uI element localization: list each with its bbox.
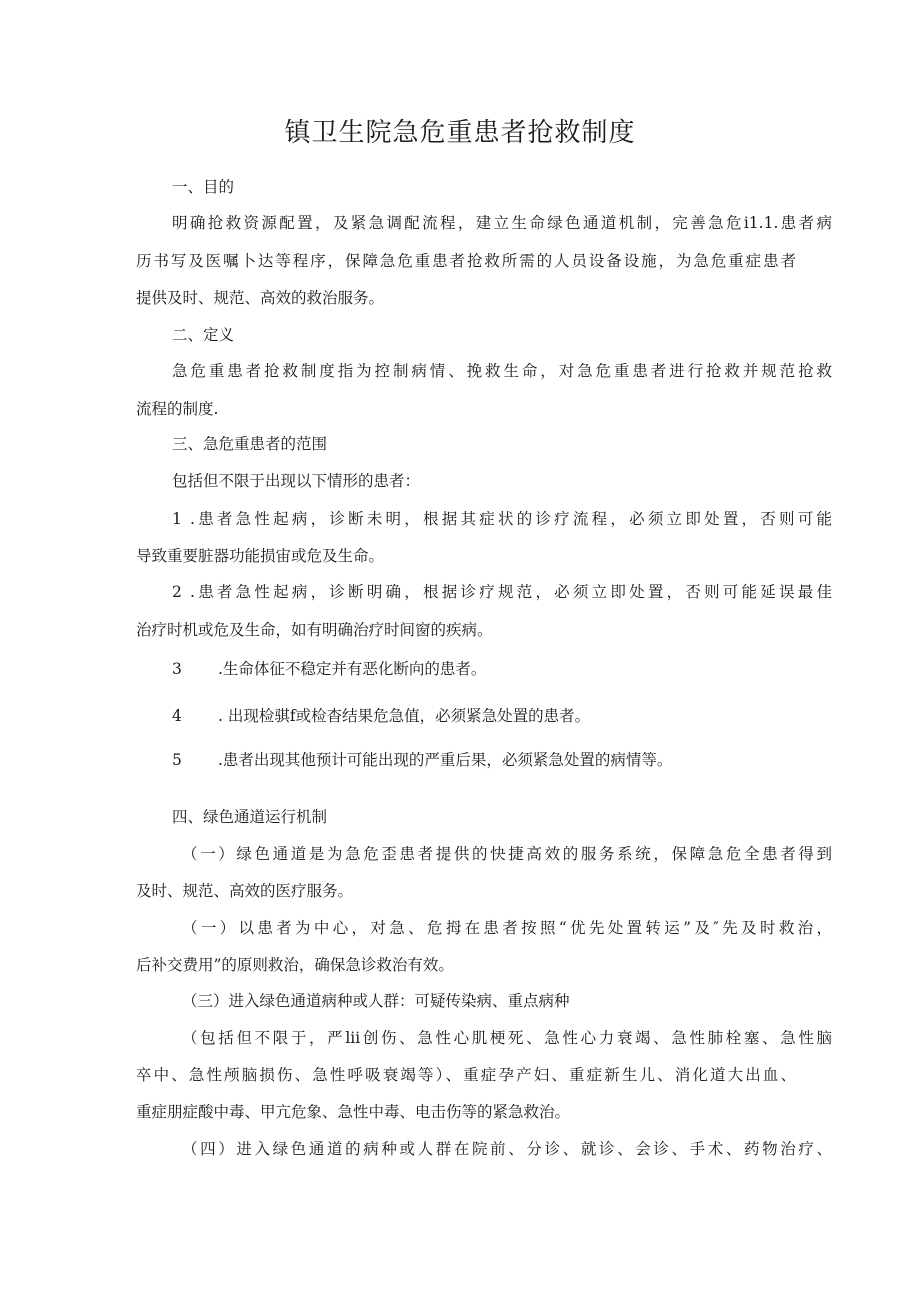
list-item-3 bbox=[136, 658, 832, 680]
paragraph-line: 流程的制度. bbox=[136, 400, 219, 418]
list-item-line: 2 .患者急性起病，诊断明确，根据诊疗规范，必须立即处置，否则可能延误最佳 bbox=[172, 583, 832, 601]
list-number: 4 bbox=[172, 707, 182, 725]
list-item-4 bbox=[136, 705, 832, 727]
paragraph-line: 包括但不限于出现以下情形的患者： bbox=[172, 472, 421, 490]
paragraph-line: 后补交费用”的原则救治，确保急诊救治有效。 bbox=[136, 956, 454, 974]
list-item-line: 1 .患者急性起病，诊断未明，根据其症状的诊疗流程，必须立即处置，否则可能 bbox=[172, 510, 832, 528]
paragraph-line: 提供及时、规范、高效的救治服务。 bbox=[136, 289, 385, 307]
paragraph-line: （三）进入绿色通道病种或人群：可疑传染病、重点病种 bbox=[182, 992, 570, 1010]
list-text: .生命体征不稳定并有恶化断向的患者。 bbox=[218, 660, 487, 678]
paragraph-line: 及时、规范、高效的医疗服务。 bbox=[136, 882, 354, 900]
paragraph-line: 历书写及医嘱卜达等程序，保障急危重患者抢救所需的人员设备设施，为急危重症患者 bbox=[136, 252, 796, 270]
section-heading-green-channel: 四、绿色通道运行机制 bbox=[172, 808, 328, 826]
section-heading-scope: 三、急危重患者的范围 bbox=[172, 435, 328, 453]
paragraph-line: 明确抢救资源配置，及紧急调配流程，建立生命绿色通道机制，完善急危i1.1.患者病 bbox=[172, 214, 832, 232]
paragraph-line: 重症朋症酸中毒、甲亢危象、急性中毒、电击伤等的紧急救治。 bbox=[136, 1103, 571, 1121]
paragraph-line: 卒中、急性颅脑损伤、急性呼吸衰竭等）、重症孕产妇、重症新生儿、消化道大出血、 bbox=[136, 1066, 796, 1084]
paragraph-line: （一）绿色通道是为急危歪患者提供的快捷高效的服务系统，保障急危全患者得到 bbox=[182, 845, 832, 863]
list-text: . 出现检骐f或检杳结果危急值，必须紧急处置的患者。 bbox=[218, 707, 591, 725]
list-item-line: 导致重要脏器功能损宙或危及生命。 bbox=[136, 547, 385, 565]
document-title: 镇卫生院急危重患者抢救制度 bbox=[284, 118, 636, 148]
list-item-line: 治疗时机或危及生命，如有明确治疗时间窗的疾病。 bbox=[136, 621, 493, 639]
list-text: .患者出现其他预计可能出现的严重后果，必须紧急处置的病情等。 bbox=[218, 751, 673, 769]
paragraph-line: （四）进入绿色通道的病种或人群在院前、分诊、就诊、会诊、手术、药物治疗、 bbox=[182, 1140, 832, 1158]
list-number: 5 bbox=[172, 751, 182, 769]
paragraph-line: （一）以患者为中心，对急、危拇在患者按照“优先处置转运”及″先及时救治， bbox=[182, 919, 832, 937]
list-item-5 bbox=[136, 749, 832, 771]
list-number: 3 bbox=[172, 660, 182, 678]
section-heading-definition: 二、定义 bbox=[172, 326, 235, 344]
section-heading-purpose: 一、目的 bbox=[172, 178, 235, 196]
paragraph-line: 急危重患者抢救制度指为控制病情、挽救生命，对急危重患者进行抢救并规范抢救 bbox=[172, 362, 832, 380]
paragraph-line: （包括但不限于，严lii创伤、急性心肌梗死、急性心力衰竭、急性肺栓塞、急性脑 bbox=[182, 1029, 832, 1047]
